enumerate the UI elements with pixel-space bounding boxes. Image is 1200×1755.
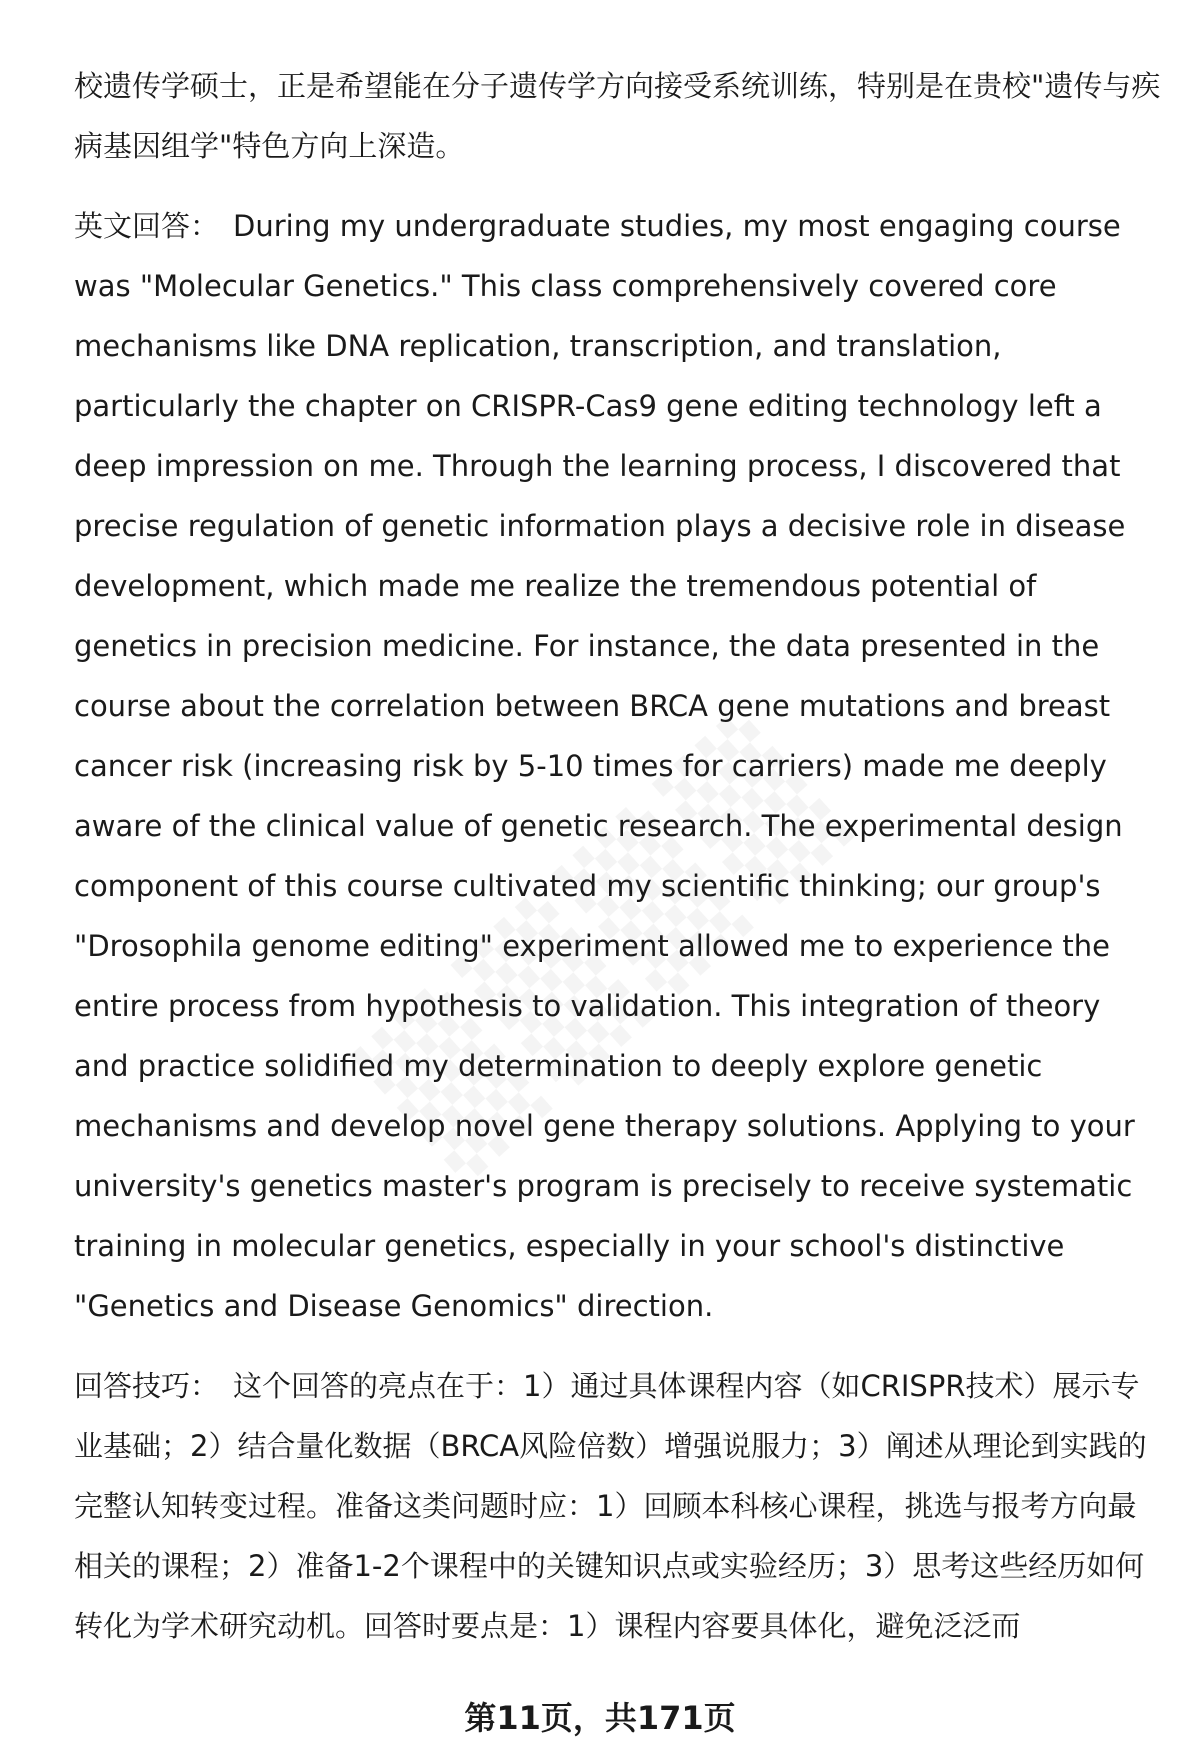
paragraph-english-answer (74, 196, 1164, 1336)
paragraph-answer-tips (74, 1356, 1164, 1656)
paragraph-label: 英文回答： (74, 209, 220, 243)
paragraph-text: 校遗传学硕士，正是希望能在分子遗传学方向接受系统训练，特别是在贵校"遗传与疾病基因组学"特色方向上深造。 (74, 69, 1161, 163)
document-body (74, 56, 1164, 1656)
paragraph-chinese-continuation (74, 56, 1164, 176)
paragraph-text: 这个回答的亮点在于：1）通过具体课程内容（如CRISPR技术）展示专业基础；2）结合量化数据（BRCA风险倍数）增强说服力；3）阐述从理论到实践的完整认知转变过程。准备这类问题时应：1）回顾本科核心课程，挑选与报考方向最相关的课程；2）准备1-2个课程中的关键知识点或实验经历；3）思考这些经历如何转化为学术研究动机。回答时要点是：1）课程内容要具体化，避免泛泛而 (74, 1369, 1147, 1643)
paragraph-text: During my undergraduate studies, my most engaging course was "Molecular Genetics." This class comprehensively covered core mechanisms like DNA replication, transcription, and translation, particularly the chapter on CRISPR-Cas9 gene editing technology left a deep impression on me. Through the learning process, I discovered that precise regulation of genetic information plays a decisive role in disease development, which made me realize the tremendous potential of genetics in precision medicine. For instance, the data presented in the course about the correlation between BRCA gene mutations and breast cancer risk (increasing risk by 5-10 times for carriers) made me deeply aware of the clinical value of genetic research. The experimental design component of this course cultivated my scientific thinking; our group's "Drosophila genome editing" experiment allowed me to experience the entire process from hypothesis to validation. This integration of theory and practice solidified my determination to deeply explore genetic mechanisms and develop novel gene therapy solutions. Applying to your university's genetics master's program is precisely to receive systematic training in molecular genetics, especially in your school's distinctive "Genetics and Disease Genomics" direction. (74, 209, 1135, 1323)
paragraph-label: 回答技巧： (74, 1369, 220, 1403)
page-number: 第11页，共171页 (464, 1699, 736, 1737)
